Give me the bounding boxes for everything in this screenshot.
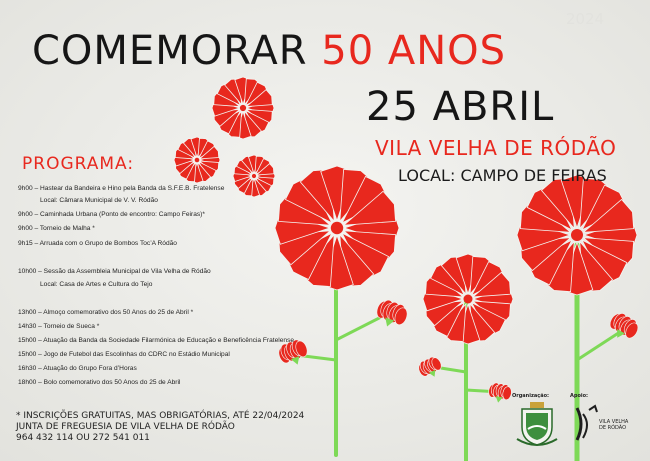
support-label: Apoio: [570,393,589,399]
flower-stem [336,315,385,340]
junta-freguesia-crest-icon [514,399,560,449]
carnation-small-mid [233,155,275,197]
schedule-item: 9h00 – Caminhada Urbana (Ponto de encontro: Campo Feiras)* [18,211,205,218]
location-name: VILA VELHA DE RÓDÃO [375,136,617,160]
carnation-bud [416,355,445,382]
schedule-item-location: Local: Casa de Artes e Cultura do Tejo [40,281,153,288]
schedule-item: 9h15 – Arruada com o Grupo de Bombos Toc’A Ródão [18,240,177,247]
carnation-small-left [174,137,220,183]
municipality-logo-text [599,419,628,431]
flower-stem [577,332,620,360]
carnation-large-center [275,166,399,290]
schedule-item: 18h00 – Bolo comemorativo dos 50 Anos do 25 de Abril [18,379,181,386]
registration-phone: 964 432 114 OU 272 541 011 [16,433,150,443]
headline-25-abril: 25 ABRIL [366,84,555,130]
carnation-medium [423,254,513,344]
schedule-item: 9h00 – Torneio de Malha * [18,225,95,232]
schedule-item: 13h00 – Almoço comemorativo dos 50 Anos do 25 de Abril * [18,309,194,316]
schedule-item: 16h30 – Atuação do Grupo Fora d’Horas [18,365,137,372]
schedule-item: 10h00 – Sessão da Assembleia Municipal de Vila Velha de Ródão [18,268,211,275]
headline-line1 [32,28,506,74]
municipality-name-line1: VILA VELHA [599,419,629,425]
carnation-small-top [212,77,274,139]
carnation-large-right [517,175,637,295]
carnation-bud [487,382,513,405]
year-watermark: 2024 [566,10,605,28]
registration-note: * INSCRIÇÕES GRATUITAS, MAS OBRIGATÓRIAS, ATÉ 22/04/2024 [16,411,305,421]
headline-comemorar: COMEMORAR [32,28,308,74]
schedule-item: 15h00 – Atuação da Banda da Sociedade Filarmónica de Educação e Beneficência Fratelense [18,337,295,344]
venue-label: LOCAL: CAMPO DE FEIRAS [398,166,607,185]
headline-50-anos: 50 ANOS [321,28,507,74]
schedule-item: 9h00 – Hastear da Bandeira e Hino pela Banda da S.F.E.B. Fratelense [18,185,225,192]
registration-info [16,411,304,444]
municipality-name-line2: DE RÓDÃO [599,425,627,431]
registration-contact: JUNTA DE FREGUESIA DE VILA VELHA DE RÓDÃO [16,422,235,432]
schedule-item-location: Local: Câmara Municipal de V. V. Ródão [40,197,158,204]
municipality-logo-icon [573,404,601,444]
schedule-item: 14h30 – Torneio de Sueca * [18,323,100,330]
schedule-item: 15h00 – Jogo de Futebol das Escolinhas do CDRC no Estádio Municipal [18,351,230,358]
organizer-label: Organização: [512,393,549,399]
program-heading: PROGRAMA: [22,154,135,174]
carnation-bud [373,297,410,331]
